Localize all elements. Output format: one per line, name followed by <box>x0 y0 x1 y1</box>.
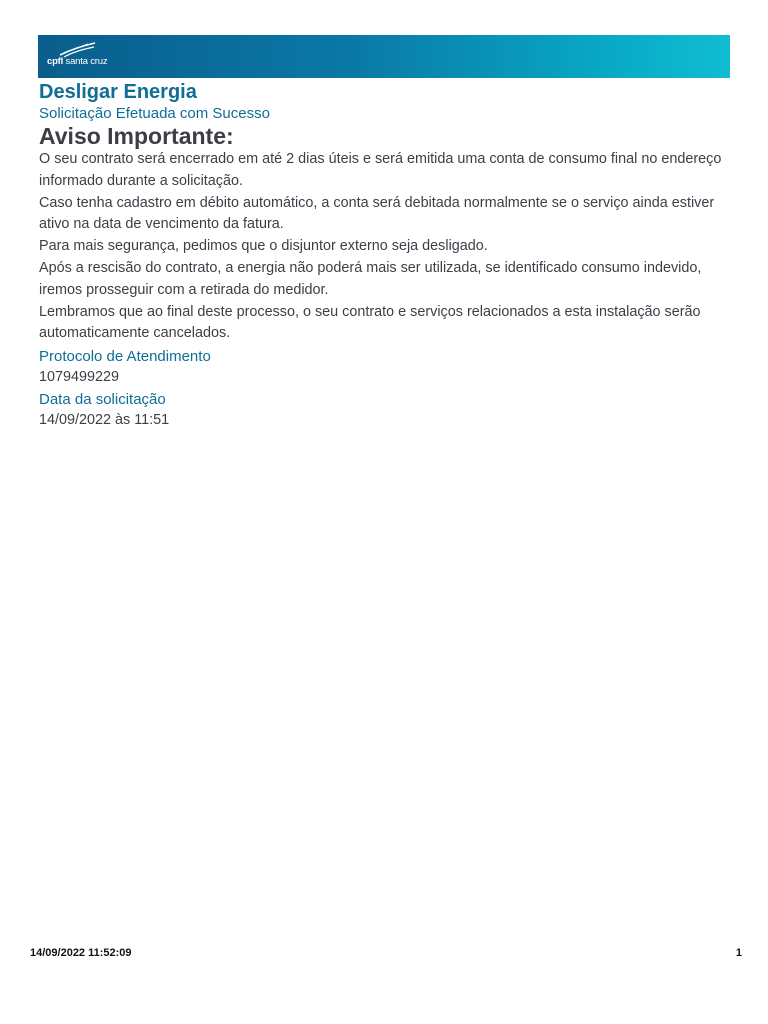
main-content <box>39 80 739 431</box>
notice-paragraph: Lembramos que ao final deste processo, o seu contrato e serviços relacionados a esta instalação serão automaticamente cancelados. <box>39 303 701 342</box>
header-banner <box>38 35 730 78</box>
notice-paragraph: O seu contrato será encerrado em até 2 dias úteis e será emitida uma conta de consumo final no endereço informado durante a solicitação. <box>39 151 722 189</box>
page-number: 1 <box>735 947 742 959</box>
request-date-label: Data da solicitação <box>39 391 166 409</box>
notice-paragraph: Para mais segurança, pedimos que o disjuntor externo seja desligado. <box>39 238 488 255</box>
logo-wordmark: cpfl santa cruz <box>47 56 108 67</box>
notice-paragraph: Caso tenha cadastro em débito automático, a conta será debitada normalmente se o serviço ainda estiver ativo na data de vencimento da fatura. <box>39 194 715 233</box>
cpfl-logo <box>47 42 117 72</box>
print-timestamp: 14/09/2022 11:52:09 <box>30 947 132 959</box>
request-date-value: 14/09/2022 às 11:51 <box>39 412 170 429</box>
protocol-value: 1079499229 <box>39 369 120 386</box>
notice-paragraph: Após a rescisão do contrato, a energia não poderá mais ser utilizada, se identificado consumo indevido, iremos prosseguir com a retirada do medidor. <box>39 259 702 298</box>
page-title: Desligar Energia <box>39 81 197 103</box>
protocol-label: Protocolo de Atendimento <box>39 348 211 366</box>
success-subtitle: Solicitação Efetuada com Sucesso <box>39 105 270 122</box>
notice-title: Aviso Importante: <box>39 123 234 149</box>
